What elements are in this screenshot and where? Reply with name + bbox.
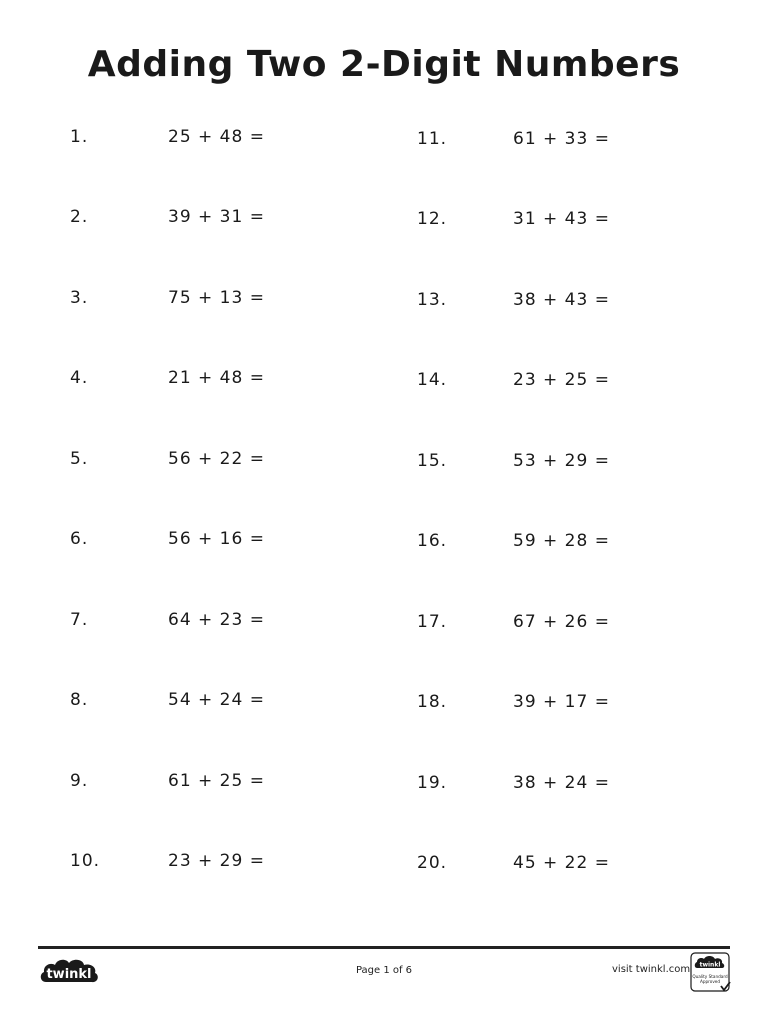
problem-number: 9. [70, 771, 89, 791]
problem-number: 13. [417, 290, 448, 310]
problem-expression: 38 + 43 = [513, 290, 610, 310]
problem-expression: 45 + 22 = [513, 853, 610, 873]
problem-expression: 67 + 26 = [513, 612, 610, 632]
problem-number: 6. [70, 529, 89, 549]
problem-number: 12. [417, 209, 448, 229]
problem-expression: 39 + 17 = [513, 692, 610, 712]
problem-expression: 21 + 48 = [168, 368, 265, 388]
footer-divider [38, 946, 730, 949]
problem-expression: 61 + 25 = [168, 771, 265, 791]
problem-number: 16. [417, 531, 448, 551]
problem-expression: 25 + 48 = [168, 127, 265, 147]
problem-number: 14. [417, 370, 448, 390]
logo-text: twinkl [46, 967, 92, 982]
quality-standard-badge [690, 952, 732, 998]
problem-expression: 54 + 24 = [168, 690, 265, 710]
problem-number: 17. [417, 612, 448, 632]
problem-expression: 59 + 28 = [513, 531, 610, 551]
problem-number: 4. [70, 368, 89, 388]
problem-number: 3. [70, 288, 89, 308]
problem-number: 20. [417, 853, 448, 873]
badge-brand: twinkl [699, 961, 721, 969]
problem-expression: 23 + 25 = [513, 370, 610, 390]
problem-number: 1. [70, 127, 89, 147]
problem-expression: 75 + 13 = [168, 288, 265, 308]
problem-number: 2. [70, 207, 89, 227]
problem-expression: 64 + 23 = [168, 610, 265, 630]
problem-number: 7. [70, 610, 89, 630]
visit-link[interactable]: visit twinkl.com [612, 964, 691, 975]
problem-expression: 53 + 29 = [513, 451, 610, 471]
problem-number: 18. [417, 692, 448, 712]
problem-number: 5. [70, 449, 89, 469]
problem-expression: 38 + 24 = [513, 773, 610, 793]
problem-number: 19. [417, 773, 448, 793]
problem-expression: 56 + 16 = [168, 529, 265, 549]
problem-expression: 23 + 29 = [168, 851, 265, 871]
problem-number: 11. [417, 129, 448, 149]
page-title: Adding Two 2-Digit Numbers [87, 44, 681, 85]
problem-expression: 39 + 31 = [168, 207, 265, 227]
badge-text-1: Quality Standard [692, 974, 728, 979]
problem-expression: 61 + 33 = [513, 129, 610, 149]
badge-text-2: Approved [699, 979, 721, 984]
problem-number: 10. [70, 851, 101, 871]
problem-number: 8. [70, 690, 89, 710]
problem-expression: 31 + 43 = [513, 209, 610, 229]
problem-expression: 56 + 22 = [168, 449, 265, 469]
page-number: Page 1 of 6 [355, 965, 413, 976]
problem-number: 15. [417, 451, 448, 471]
